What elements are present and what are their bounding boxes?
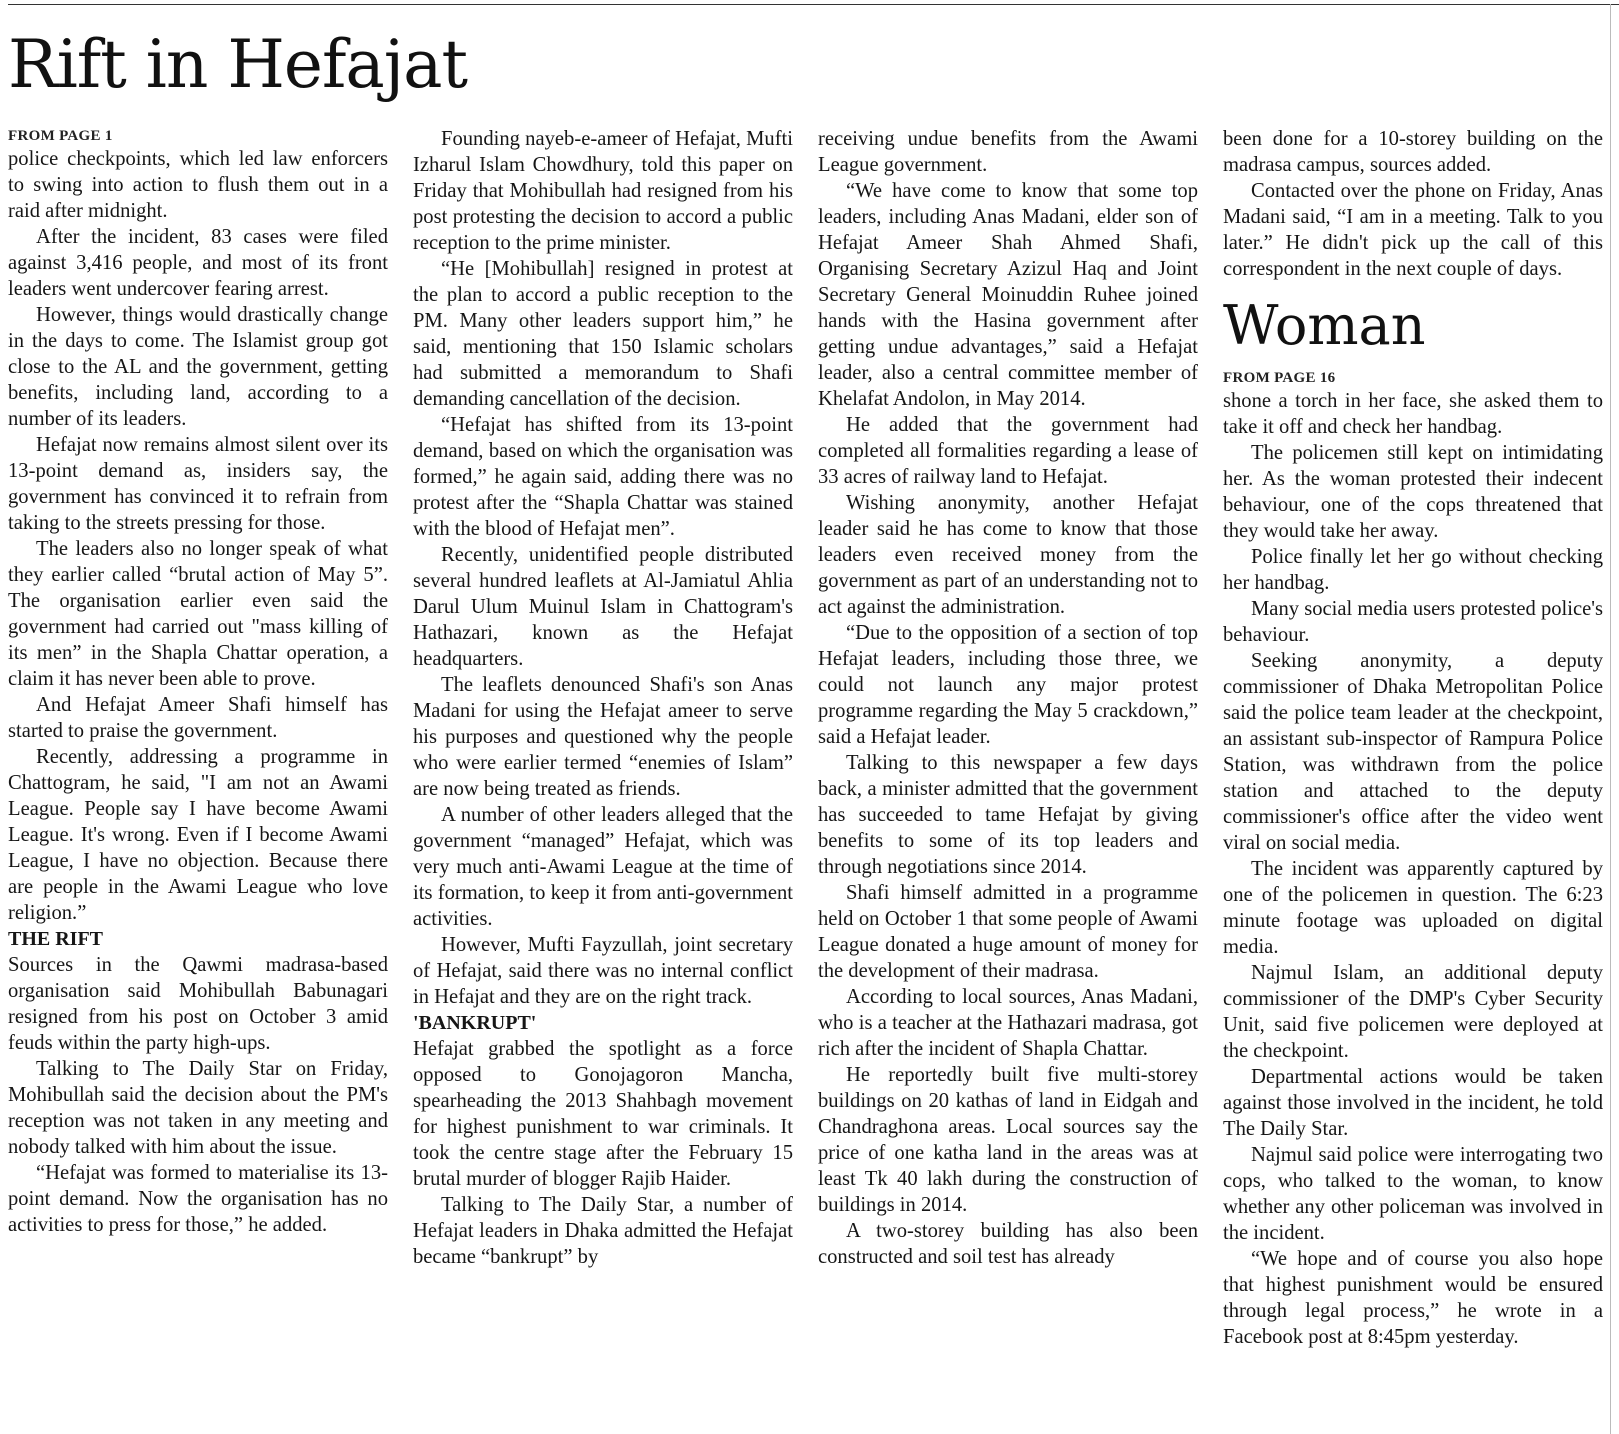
paragraph: Founding nayeb-e-ameer of Hefajat, Mufti Izharul Islam Chowdhury, told this paper on Friday that Mohibullah had resigned from his post protesting the decision to accord a public reception to the prime minister. — [413, 128, 793, 254]
paragraph: Talking to this newspaper a few days back, a minister admitted that the government has succeeded to tame Hefajat by giving benefits to some of its top leaders and through negotiations since 2014. — [818, 752, 1198, 878]
paragraph: Police finally let her go without checking her handbag. — [1223, 546, 1603, 594]
paragraph: shone a torch in her face, she asked them to take it off and check her handbag. — [1223, 390, 1603, 438]
paragraph: Contacted over the phone on Friday, Anas Madani said, “I am in a meeting. Talk to you later.” He didn't pick up the call of this correspondent in the next couple of days. — [1223, 180, 1603, 280]
paragraph: Hefajat grabbed the spotlight as a force opposed to Gonojagoron Mancha, spearheading the 2013 Shahbagh movement for highest punishment to war criminals. It took the centre stage after the February 15 brutal murder of blogger Rajib Haider. — [413, 1038, 793, 1190]
column-2 — [413, 126, 793, 1270]
paragraph: “Hefajat has shifted from its 13-point demand, based on which the organisation was formed,” he again said, adding there was no protest after the “Shapla Chattar was stained with the blood of Hefajat men”. — [413, 414, 793, 540]
headline-woman: Woman — [1223, 294, 1426, 357]
paragraph: After the incident, 83 cases were filed against 3,416 people, and most of its front leaders went undercover fearing arrest. — [8, 226, 388, 300]
paragraph: Seeking anonymity, a deputy commissioner of Dhaka Metropolitan Police said the police team leader at the checkpoint, an assistant sub-inspector of Rampura Police Station, was withdrawn from the police station and attached to the deputy commissioner's office after the video went viral on social media. — [1223, 650, 1603, 854]
paragraph: “We have come to know that some top leaders, including Anas Madani, elder son of Hefajat Ameer Shah Ahmed Shafi, Organising Secretary Azizul Haq and Joint Secretary General Moinuddin Ruhee joined hands with the Hasina government after getting undue advantages,” said a Hefajat leader, also a central committee member of Khelafat Andolon, in May 2014. — [818, 180, 1198, 410]
subhead-the-rift: THE RIFT — [8, 928, 104, 950]
kicker-from-page-16: FROM PAGE 16 — [1223, 370, 1336, 386]
paragraph: A number of other leaders alleged that the government “managed” Hefajat, which was very much anti-Awami League at the time of its formation, to keep it from anti-government activities. — [413, 804, 793, 930]
paragraph: Talking to The Daily Star on Friday, Mohibullah said the decision about the PM's reception was not taken in any meeting and nobody talked with him about the issue. — [8, 1058, 388, 1158]
paragraph: Hefajat now remains almost silent over its 13-point demand as, insiders say, the government has convinced it to refrain from taking to the streets pressing for those. — [8, 434, 388, 534]
paragraph: “Due to the opposition of a section of top Hefajat leaders, including those three, we could not launch any major protest programme regarding the May 5 crackdown,” said a Hefajat leader. — [818, 622, 1198, 748]
headline-rift-in-hefajat: Rift in Hefajat — [8, 26, 468, 103]
paragraph: Wishing anonymity, another Hefajat leader said he has come to know that those leaders even received money from the government as part of an understanding not to act against the administration. — [818, 492, 1198, 618]
paragraph: Departmental actions would be taken against those involved in the incident, he told The Daily Star. — [1223, 1066, 1603, 1140]
paragraph: Najmul said police were interrogating two cops, who talked to the woman, to know whether any other policeman was involved in the incident. — [1223, 1144, 1603, 1244]
paragraph: receiving undue benefits from the Awami League government. — [818, 128, 1198, 176]
paragraph: Talking to The Daily Star, a number of Hefajat leaders in Dhaka admitted the Hefajat became “bankrupt” by — [413, 1194, 793, 1268]
paragraph: However, Mufti Fayzullah, joint secretary of Hefajat, said there was no internal conflict in Hefajat and they are on the right track. — [413, 934, 793, 1008]
paragraph: He added that the government had completed all formalities regarding a lease of 33 acres of railway land to Hefajat. — [818, 414, 1198, 488]
paragraph: A two-storey building has also been constructed and soil test has already — [818, 1220, 1198, 1268]
column-1 — [8, 126, 388, 1238]
paragraph: been done for a 10-storey building on the madrasa campus, sources added. — [1223, 128, 1603, 176]
paragraph: The leaflets denounced Shafi's son Anas Madani for using the Hefajat ameer to serve his purposes and questioned why the people who were earlier termed “enemies of Islam” are now being treated as friends. — [413, 674, 793, 800]
paragraph: Recently, unidentified people distributed several hundred leaflets at Al-Jamiatul Ahlia Darul Ulum Muinul Islam in Chattogram's Hathazari, known as the Hefajat headquarters. — [413, 544, 793, 670]
paragraph: The policemen still kept on intimidating her. As the woman protested their indecent behaviour, one of the cops threatened that they would take her away. — [1223, 442, 1603, 542]
column-4 — [1223, 126, 1603, 1350]
subhead-bankrupt: 'BANKRUPT' — [413, 1012, 537, 1034]
paragraph: Shafi himself admitted in a programme held on October 1 that some people of Awami League donated a huge amount of money for the development of their madrasa. — [818, 882, 1198, 982]
paragraph: According to local sources, Anas Madani, who is a teacher at the Hathazari madrasa, got rich after the incident of Shapla Chattar. — [818, 986, 1198, 1060]
paragraph: He reportedly built five multi-storey buildings on 20 kathas of land in Eidgah and Chandraghona areas. Local sources say the price of one katha land in the areas was at least Tk 40 lakh during the construction of buildings in 2014. — [818, 1064, 1198, 1216]
paragraph: Recently, addressing a programme in Chattogram, he said, "I am not an Awami League. People say I have become Awami League. It's wrong. Even if I become Awami League, I have no objection. Because there are people in the Awami League who love religion.” — [8, 746, 388, 924]
paragraph: “He [Mohibullah] resigned in protest at the plan to accord a public reception to the PM. Many other leaders support him,” he said, mentioning that 150 Islamic scholars had submitted a memorandum to Shafi demanding cancellation of the decision. — [413, 258, 793, 410]
paragraph: The incident was apparently captured by one of the policemen in question. The 6:23 minute footage was uploaded on digital media. — [1223, 858, 1603, 958]
paragraph: However, things would drastically change in the days to come. The Islamist group got close to the AL and the government, getting benefits, including land, according to a number of its leaders. — [8, 304, 388, 430]
paragraph: “We hope and of course you also hope that highest punishment would be ensured through legal process,” he wrote in a Facebook post at 8:45pm yesterday. — [1223, 1248, 1603, 1348]
paragraph: police checkpoints, which led law enforcers to swing into action to flush them out in a raid after midnight. — [8, 148, 388, 222]
kicker-from-page-1: FROM PAGE 1 — [8, 128, 113, 144]
paragraph: Many social media users protested police's behaviour. — [1223, 598, 1603, 646]
paragraph: And Hefajat Ameer Shafi himself has started to praise the government. — [8, 694, 388, 742]
column-3 — [818, 126, 1198, 1270]
top-rule — [8, 4, 1619, 5]
paragraph: Sources in the Qawmi madrasa-based organisation said Mohibullah Babunagari resigned from his post on October 3 amid feuds within the party high-ups. — [8, 954, 388, 1054]
paragraph: “Hefajat was formed to materialise its 13-point demand. Now the organisation has no activities to press for those,” he added. — [8, 1162, 388, 1236]
paragraph: The leaders also no longer speak of what they earlier called “brutal action of May 5”. The organisation earlier even said the government had carried out "mass killing of its men” in the Shapla Chattar operation, a claim it has never been able to prove. — [8, 538, 388, 690]
paragraph: Najmul Islam, an additional deputy commissioner of the DMP's Cyber Security Unit, said five policemen were deployed at the checkpoint. — [1223, 962, 1603, 1062]
right-rule — [1610, 4, 1611, 1434]
